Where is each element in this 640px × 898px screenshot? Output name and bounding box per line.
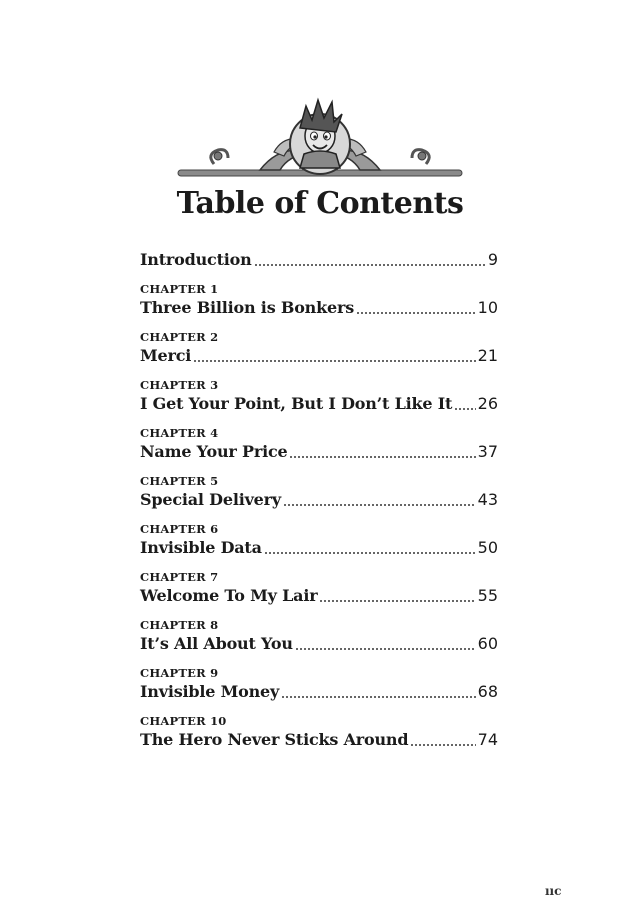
toc-page-number: 10: [477, 298, 498, 317]
toc-page-number: 60: [477, 634, 498, 653]
dot-leader: [283, 504, 476, 506]
toc-entry-title: Merci: [140, 346, 192, 365]
toc-entry-title: It’s All About You: [140, 634, 293, 653]
toc-entry-title: Introduction: [140, 250, 252, 269]
chapter-label: CHAPTER 4: [140, 426, 219, 440]
toc-entry-title: I Get Your Point, But I Don’t Like It: [140, 394, 453, 413]
toc-entry-chapter-2: [140, 330, 498, 378]
toc-page-number: 21: [477, 346, 498, 365]
toc-page-number: 37: [477, 442, 498, 461]
chapter-label: CHAPTER 1: [140, 282, 219, 296]
toc-entry-chapter-5: [140, 474, 498, 522]
dot-leader: [193, 360, 475, 362]
toc-entry-title: Special Delivery: [140, 490, 281, 509]
dot-leader: [356, 312, 476, 314]
toc-entry-chapter-9: [140, 666, 498, 714]
chapter-list: [140, 282, 498, 762]
chapter-label: CHAPTER 5: [140, 474, 219, 488]
toc-page-number: 68: [477, 682, 498, 701]
dot-leader: [264, 552, 476, 554]
toc-page-number: 55: [477, 586, 498, 605]
toc-entry-title: Invisible Money: [140, 682, 280, 701]
chapter-label: CHAPTER 2: [140, 330, 219, 344]
toc-entry-chapter-8: [140, 618, 498, 666]
dot-leader: [289, 456, 475, 458]
toc-entry-chapter-6: [140, 522, 498, 570]
chapter-label: CHAPTER 6: [140, 522, 219, 536]
toc-entry-chapter-10: [140, 714, 498, 762]
chapter-label: CHAPTER 3: [140, 378, 219, 392]
toc-entry-chapter-1: [140, 282, 498, 330]
toc-entry-introduction: [140, 248, 498, 282]
toc-entry-title: Invisible Data: [140, 538, 262, 557]
cartoon-hero-emblem: [174, 92, 466, 184]
toc-entry-chapter-7: [140, 570, 498, 618]
dot-leader: [319, 600, 475, 602]
toc-page-number: 74: [477, 730, 498, 749]
dot-leader: [295, 648, 476, 650]
toc-page-number: 26: [477, 394, 498, 413]
dot-leader: [254, 264, 486, 266]
chapter-label: CHAPTER 7: [140, 570, 219, 584]
chapter-label: CHAPTER 9: [140, 666, 219, 680]
toc-entry-title: Welcome To My Lair: [140, 586, 318, 605]
chapter-label: CHAPTER 10: [140, 714, 227, 728]
page-title: Table of Contents: [176, 186, 464, 221]
toc-entry-chapter-4: [140, 426, 498, 474]
dot-leader: [410, 744, 475, 746]
toc-page-number: 9: [487, 250, 498, 269]
chapter-label: CHAPTER 8: [140, 618, 219, 632]
toc-entry-chapter-3: [140, 378, 498, 426]
toc-entry-title: The Hero Never Sticks Around: [140, 730, 409, 749]
page-footer-fragment: ııc: [545, 884, 562, 898]
toc-entry-title: Name Your Price: [140, 442, 288, 461]
toc-page-number: 43: [477, 490, 498, 509]
table-of-contents: [140, 248, 498, 762]
dot-leader: [281, 696, 476, 698]
toc-page-number: 50: [477, 538, 498, 557]
dot-leader: [454, 408, 475, 410]
toc-entry-title: Three Billion is Bonkers: [140, 298, 354, 317]
